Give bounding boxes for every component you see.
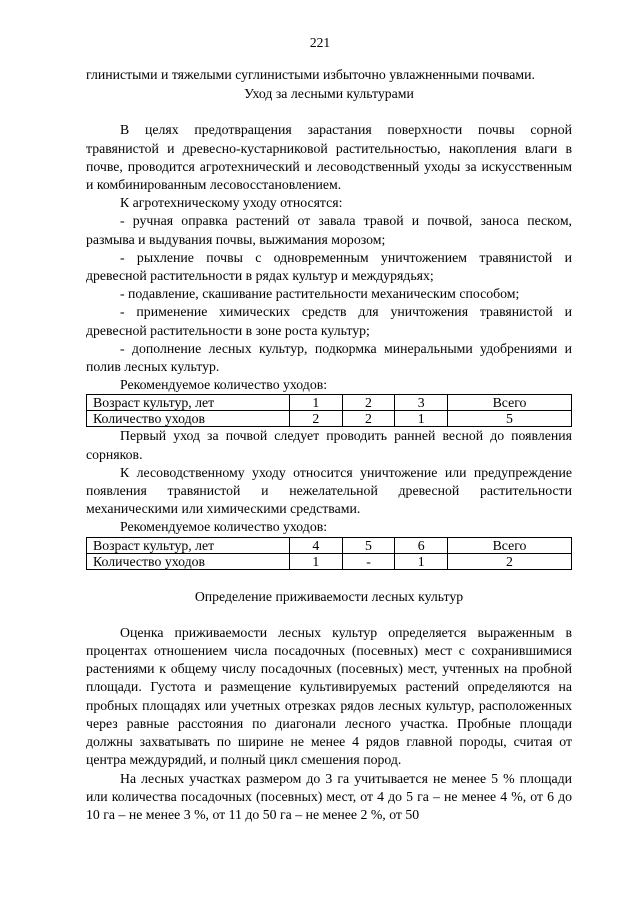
table-cell: Всего (448, 395, 572, 411)
page-content (86, 66, 572, 824)
table-cell: 1 (395, 411, 448, 427)
table-cell: 2 (342, 411, 395, 427)
table-cell: 4 (290, 537, 343, 553)
table-caption: Рекомендуемое количество уходов: (120, 519, 328, 535)
section-title-care: Уход за лесными культурами (244, 86, 414, 102)
table-cell: Количество уходов (87, 553, 290, 569)
table-row (87, 395, 572, 411)
list-item: - подавление, скашивание растительности механическим способом; (120, 286, 520, 302)
table-cell: Возраст культур, лет (87, 537, 290, 553)
table-cell: 5 (448, 411, 572, 427)
table-cell: 1 (290, 395, 343, 411)
table-cell: Возраст культур, лет (87, 395, 290, 411)
table-cell: 2 (448, 553, 572, 569)
care-table-2 (86, 537, 572, 570)
care-table-1 (86, 394, 572, 427)
list-item: - дополнение лесных культур, подкормка минеральными удобрениями и полив лесных культур. (86, 340, 572, 375)
table-cell: 6 (395, 537, 448, 553)
table-row (87, 537, 572, 553)
table-cell: Всего (448, 537, 572, 553)
table-row (87, 553, 572, 569)
table-cell: 1 (395, 553, 448, 569)
table-cell: 2 (342, 395, 395, 411)
table-caption: Рекомендуемое количество уходов: (120, 377, 328, 393)
paragraph: К лесоводственному уходу относится уничтожение или предупреждение появления травянистой и нежелательной древесной растительности механическими или химическими средствами. (86, 464, 572, 517)
paragraph: Оценка приживаемости лесных культур определяется выраженным в процентах отношением числа посадочных (посевных) мест с сохранившимися растениями к общему числу посадочных (посевных) мест, учтенных на пробной площади. Густота и размещение культивируемых растений определяются на пробных площадях или учетных отрезках рядов лесных культур, расположенных через равные расстояния по диагонали лесного участка. Пробные площади должны захватывать по ширине не менее 4 рядов главной породы, считая от центра междурядий, и полный цикл смешения пород. (86, 624, 572, 768)
paragraph: На лесных участках размером до 3 га учитывается не менее 5 % площади или количества посадочных (посевных) мест, от 4 до 5 га – не менее 4 %, от 6 до 10 га – не менее 3 %, от 11 до 50 га – не менее 2 %, от 50 (86, 770, 572, 822)
table-cell: - (342, 553, 395, 569)
table-cell: 2 (290, 411, 343, 427)
table-cell: 5 (342, 537, 395, 553)
paragraph: В целях предотвращения зарастания поверхности почвы сорной травянистой и древесно-кустарниковой растительностью, накопления влаги в почве, проводится агротехнический и лесоводственный уходы за искусственным и комбинированным лесовосстановлением. (86, 122, 572, 193)
table-row (87, 411, 572, 427)
list-item: - применение химических средств для уничтожения травянистой и древесной растительности в зоне роста культур; (86, 304, 572, 338)
page-number: 221 (309, 35, 331, 50)
table-cell: 1 (290, 553, 343, 569)
list-item: - рыхление почвы с одновременным уничтожением травянистой и древесной растительности в рядах культур и междурядьях; (86, 249, 572, 284)
section-title-survival: Определение приживаемости лесных культур (194, 588, 464, 604)
table-cell: 3 (395, 395, 448, 411)
list-item: - ручная оправка растений от завала травой и почвой, заноса песком, размыва и выдувания почвы, выжимания морозом; (86, 213, 572, 247)
continuation-paragraph: глинистыми и тяжелыми суглинистыми избыточно увлажненными почвами. (86, 67, 535, 82)
table-cell: Количество уходов (87, 411, 290, 427)
paragraph: К агротехническому уходу относятся: (120, 195, 343, 211)
paragraph: Первый уход за почвой следует проводить ранней весной до появления сорняков. (86, 428, 572, 462)
